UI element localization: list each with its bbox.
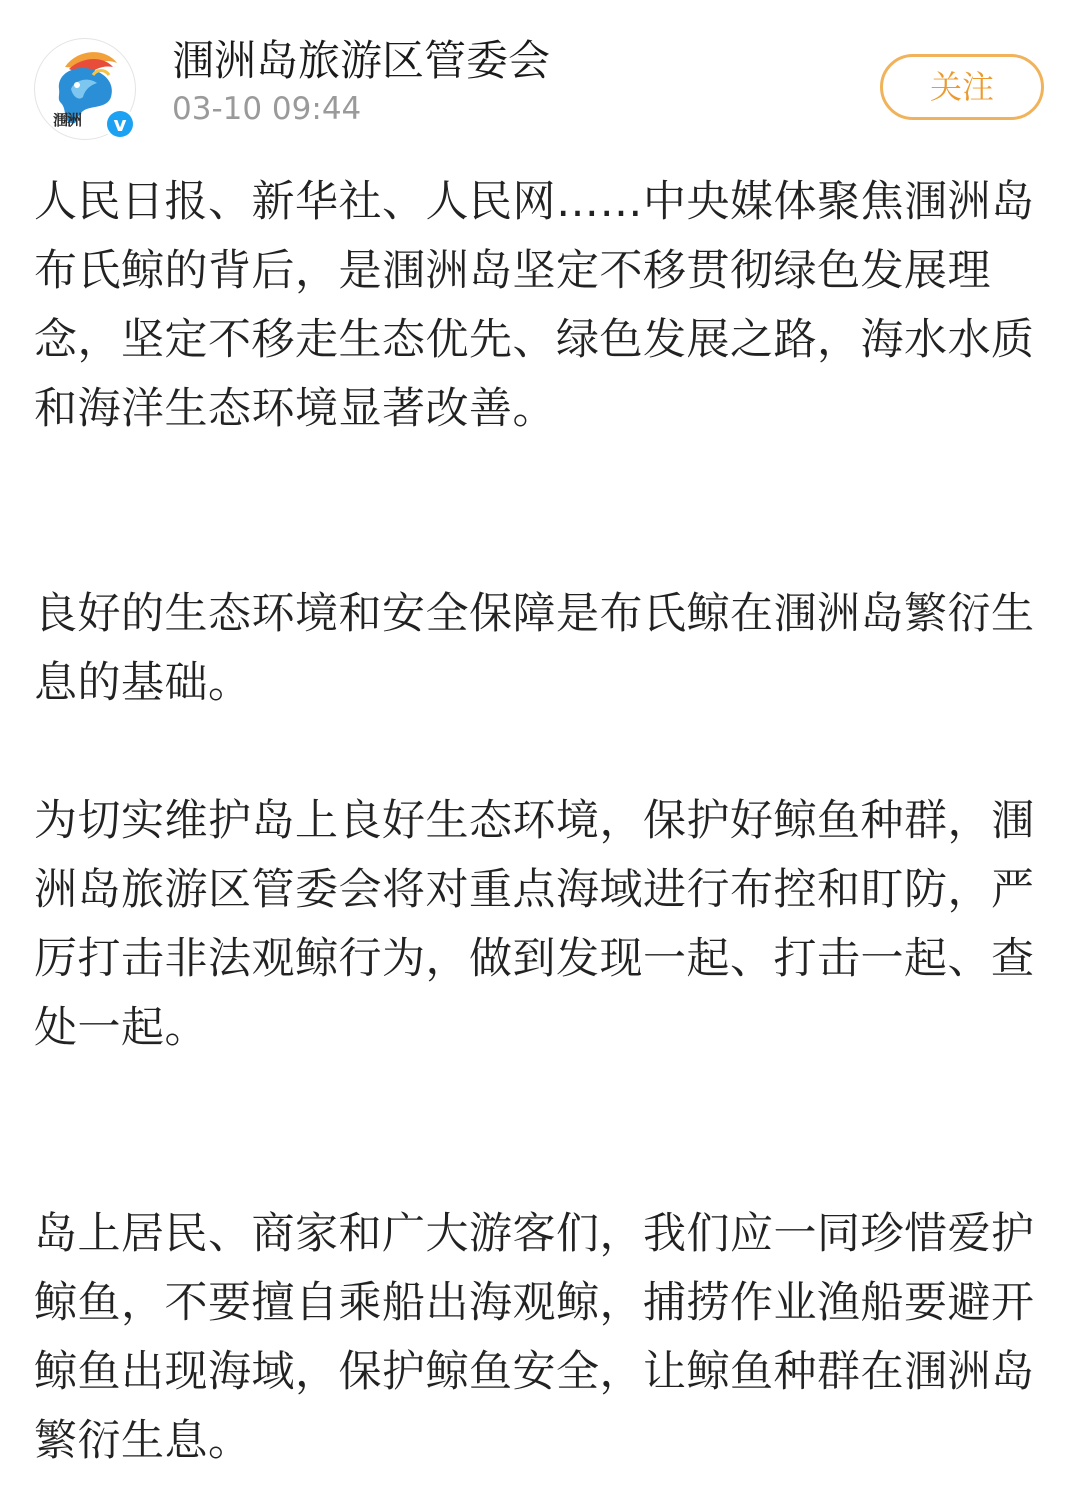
post-timestamp: 03-10 09:44 [172,91,362,127]
verified-badge-icon: v [107,111,133,137]
post-header [0,0,1080,150]
avatar[interactable] [34,38,136,140]
post-paragraph: 人民日报、新华社、人民网……中央媒体聚焦涠洲岛布氏鲸的背后，是涠洲岛坚定不移贯彻绿色发展理念，坚定不移走生态优先、绿色发展之路，海水水质和海洋生态环境显著改善。 [34,177,1035,434]
avatar-text: 涠洲 [53,111,82,129]
post-paragraph: 岛上居民、商家和广大游客们，我们应一同珍惜爱护鲸鱼，不要擅自乘船出海观鲸，捕捞作业渔船要避开鲸鱼出现海域，保护鲸鱼安全，让鲸鱼种群在涠洲岛繁衍生息。 [34,1209,1035,1466]
post-paragraph: 为切实维护岛上良好生态环境，保护好鲸鱼种群，涠洲岛旅游区管委会将对重点海域进行布控和盯防，严厉打击非法观鲸行为，做到发现一起、打击一起、查处一起。 [34,796,1035,1053]
follow-button[interactable]: 关注 [880,54,1044,120]
account-name[interactable]: 涠洲岛旅游区管委会 [172,36,551,85]
verified-badge [104,108,136,140]
post-paragraph: 良好的生态环境和安全保障是布氏鲸在涠洲岛繁衍生息的基础。 [34,589,1035,708]
